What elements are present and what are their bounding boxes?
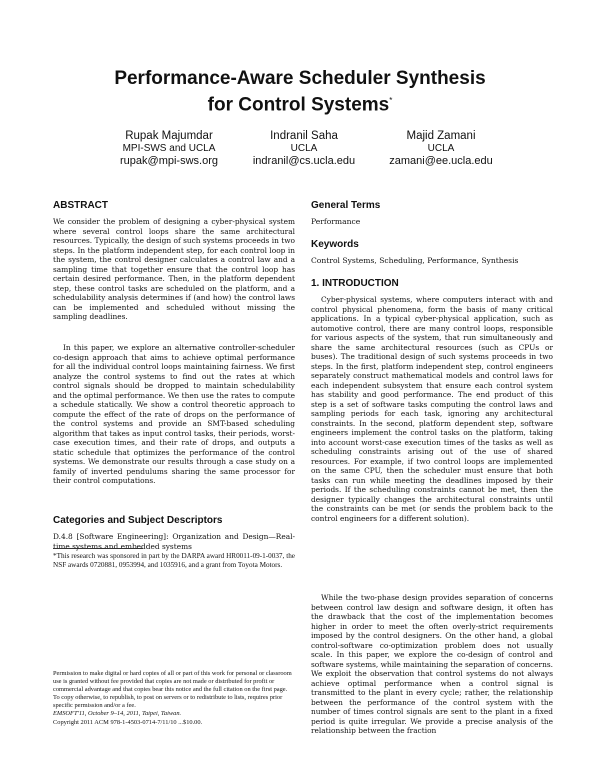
author-name: Majid Zamani	[406, 130, 476, 142]
categories-heading: Categories and Subject Descriptors	[53, 515, 223, 526]
abstract-paragraph-2: In this paper, we explore an alternative controller-scheduler co-design approach that aims to achieve optimal performance for all the individual control loops maintaining fairness. We first analyze the control systems to find out the rates at which control signals should be dropped to maintain schedulability and the optimal performance. We then use the rates to compute a schedule statically. We show a control theoretic approach to compute the effect of the rate of drops on the performance of the control systems and provide an SMT-based scheduling algorithm that takes as input control tasks, their periods, worst-case execution times, and their rate of drops, and outputs a static schedule that optimizes the performance of the control systems. We demonstrate our results through a case study on a family of inverted pendulums sharing the same processor for their control computations.	[53, 343, 295, 485]
categories-text: D.4.8 [Software Engineering]: Organization and Design—Real-time systems and embedded systems	[53, 532, 295, 551]
introduction-paragraph-2: While the two-phase design provides separation of concerns between control law design and software design, it often has the drawback that the cost of the implementation becomes higher in order to meet the often overly-strict requirements imposed by the control designers. On the other hand, a global control-software co-optimization problem does not usually scale. In this paper, we explore the co-design of control and software systems, while maintaining the separation of concerns. We exploit the observation that control systems do not always achieve optimal performance when a control signal is transmitted to the plant in every cycle; rather, the relationship between the performance of the control system with the number of times control signals are sent to the plant in a fixed period is quite irregular. We provide a precise analysis of the relationship between the fraction	[311, 593, 553, 735]
introduction-paragraph-1: Cyber-physical systems, where computers interact with and control physical phenomena, form the basis of many critical applications. In a typical cyber-physical application, such as automotive control, there are many control loops, responsible for various aspects of the system, that run simultaneously and share the same architectural resources (such as CPUs or buses). The traditional design of such systems proceeds in two steps. In the first, platform independent step, control engineers separately construct mathematical models and control laws for each independent subsystem that ensure each control system has stability and good performance. The end product of this step is a set of software tasks computing the control laws and sampling periods for each task, ignoring any architectural constraints. In the second, platform dependent step, software engineers implement the control tasks on the platform, taking into account worst-case execution times of the tasks as well as scheduling constraints arising out of the use of shared resources. For example, if two control loops are implemented on the same CPU, then the scheduler must ensure that both tasks can run while meeting the deadlines imposed by their periods. If the scheduling constraints cannot be met, then the designer typically changes the architectural constraints until the constraints can be met (or sends the problem back to the control engineers for a different solution).	[311, 295, 553, 523]
general-terms-heading: General Terms	[311, 200, 381, 211]
author-email[interactable]: rupak@mpi-sws.org	[120, 155, 218, 167]
funding-footnote: *This research was sponsored in part by the DARPA award HR0011-09-1-0037, the NSF awards 0720881, 0953994, and 1035916, and a grant from Toyota Motors.	[53, 552, 295, 569]
author-name: Rupak Majumdar	[125, 130, 213, 142]
keywords-text: Control Systems, Scheduling, Performance, Synthesis	[311, 256, 519, 265]
abstract-paragraph-1: We consider the problem of designing a cyber-physical system where several control loops share the same architectural resources. Typically, the design of such systems proceeds in two steps. In the platform independent step, for each control loop in the system, the control designer calculates a control law and a sampling time that together ensure that the control loop has certain desired performance. Then, in the platform dependent step, these control tasks are scheduled on the platform, and a schedulability analysis determines if (and how) the control laws can be implemented and scheduled without missing the sampling deadlines.	[53, 217, 295, 321]
author-affiliation: MPI-SWS and UCLA	[122, 142, 216, 154]
title-line-1: Performance-Aware Scheduler Synthesis	[114, 68, 486, 89]
author-affiliation: UCLA	[427, 142, 455, 154]
introduction-heading: 1. INTRODUCTION	[311, 278, 399, 289]
author-email[interactable]: indranil@cs.ucla.edu	[252, 155, 356, 167]
venue-line: EMSOFT'11, October 9–14, 2011, Taipei, Taiwan.	[53, 710, 182, 718]
author-affiliation: UCLA	[290, 142, 318, 154]
general-terms-text: Performance	[311, 217, 361, 226]
copyright-line: Copyright 2011 ACM 978-1-4503-0714-7/11/10 ...$10.00.	[53, 718, 203, 726]
right-column	[311, 200, 553, 765]
paper-title	[0, 68, 600, 116]
title-footnote-marker: *	[389, 96, 393, 105]
footnote-rule	[53, 548, 143, 549]
author-name: Indranil Saha	[270, 130, 338, 142]
permission-text: Permission to make digital or hard copies of all or part of this work for personal or classroom use is granted without fee provided that copies are not made or distributed for profit or commercial advantage and that copies bear this notice and the full citation on the first page. To copy otherwise, to republish, to post on servers or to redistribute to lists, requires prior specific permission and/or a fee.	[53, 670, 292, 710]
author-block-3	[346, 130, 536, 168]
abstract-heading: ABSTRACT	[53, 200, 108, 211]
left-column	[53, 200, 295, 551]
title-line-2: for Control Systems	[207, 94, 390, 116]
author-email[interactable]: zamani@ee.ucla.edu	[389, 155, 493, 167]
footnote	[53, 548, 295, 570]
permission-block	[53, 670, 295, 727]
keywords-heading: Keywords	[311, 239, 359, 250]
